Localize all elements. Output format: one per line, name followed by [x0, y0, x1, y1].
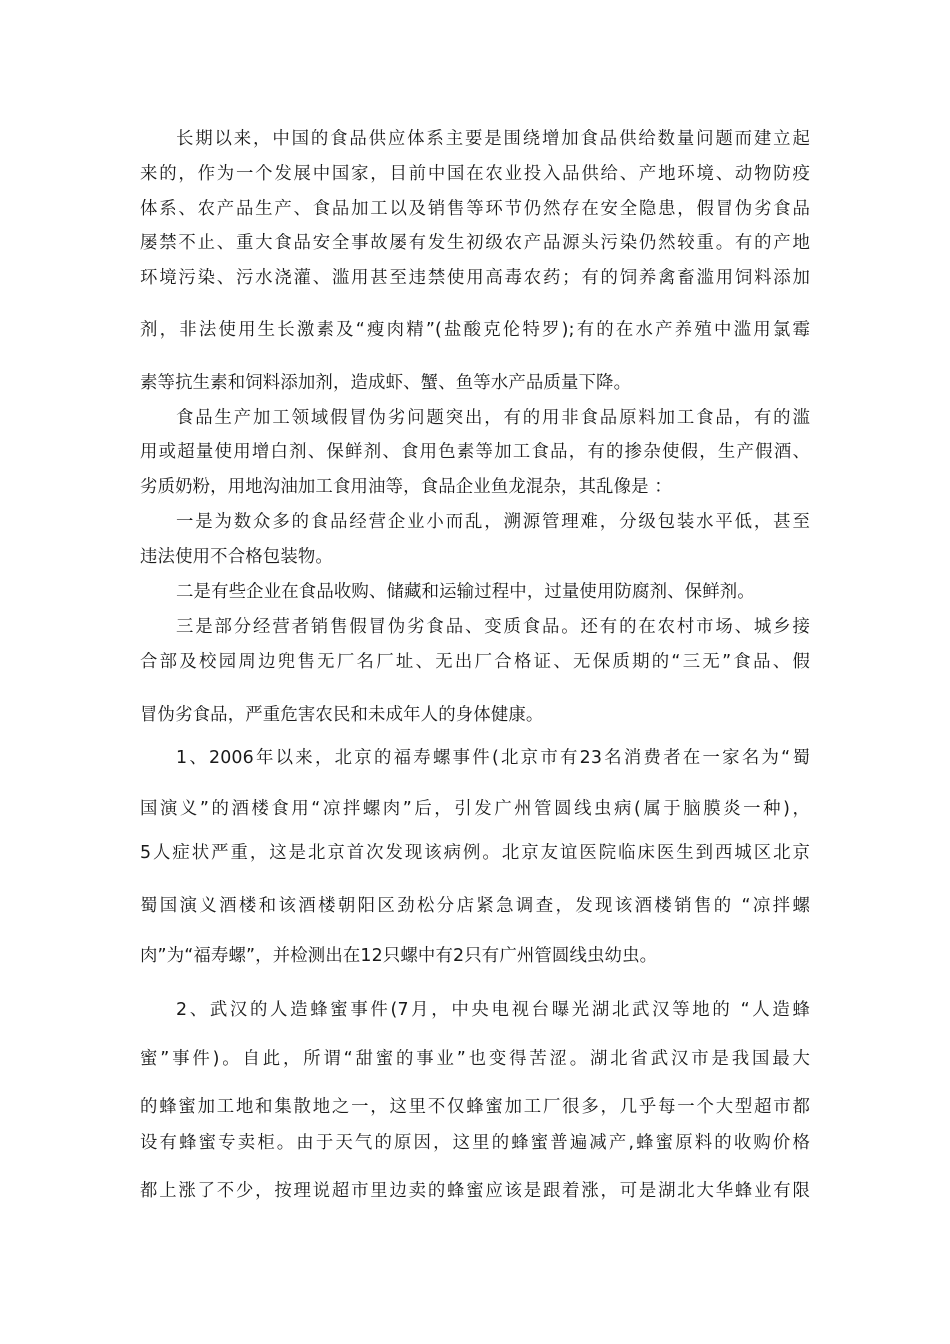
text-line: 冒伪劣食品，严重危害农民和未成年人的身体健康。 — [140, 705, 544, 725]
text-line: 三是部分经营者销售假冒伪劣食品、变质食品。还有的在农村市场、城乡接 — [176, 617, 810, 637]
text-line: 5人症状严重，这是北京首次发现该病例。北京友谊医院临床医生到西城区北京 — [140, 843, 810, 863]
text-line: 用或超量使用增白剂、保鲜剂、食用色素等加工食品，有的掺杂使假，生产假酒、 — [140, 442, 810, 462]
text-line: 素等抗生素和饲料添加剂，造成虾、蟹、鱼等水产品质量下降。 — [140, 373, 632, 393]
text-line: 屡禁不止、重大食品安全事故屡有发生初级农产品源头污染仍然较重。有的产地 — [140, 233, 810, 253]
text-line: 的蜂蜜加工地和集散地之一，这里不仅蜂蜜加工厂很多，几乎每一个大型超市都 — [140, 1097, 810, 1117]
text-line: 蜀国演义酒楼和该酒楼朝阳区劲松分店紧急调查，发现该酒楼销售的 “凉拌螺 — [140, 896, 810, 916]
text-line: 食品生产加工领域假冒伪劣问题突出，有的用非食品原料加工食品，有的滥 — [176, 408, 810, 428]
text-line: 合部及校园周边兜售无厂名厂址、无出厂合格证、无保质期的“三无”食品、假 — [140, 652, 810, 672]
text-line: 2、武汉的人造蜂蜜事件(7月，中央电视台曝光湖北武汉等地的 “人造蜂 — [176, 1000, 810, 1020]
text-line: 蜜”事件)。自此，所谓“甜蜜的事业”也变得苦涩。湖北省武汉市是我国最大 — [140, 1049, 810, 1069]
text-line: 违法使用不合格包装物。 — [140, 547, 333, 567]
text-line: 国演义”的酒楼食用“凉拌螺肉”后，引发广州管圆线虫病(属于脑膜炎一种)， — [140, 799, 810, 819]
text-line: 设有蜂蜜专卖柜。由于天气的原因，这里的蜂蜜普遍减产,蜂蜜原料的收购价格 — [140, 1133, 810, 1153]
text-line: 来的，作为一个发展中国家，目前中国在农业投入品供给、产地环境、动物防疫 — [140, 164, 810, 184]
text-line: 一是为数众多的食品经营企业小而乱，溯源管理难，分级包装水平低，甚至 — [176, 512, 810, 532]
text-line: 1、2006年以来，北京的福寿螺事件(北京市有23名消费者在一家名为“蜀 — [176, 748, 810, 768]
text-line: 长期以来，中国的食品供应体系主要是围绕增加食品供给数量问题而建立起 — [176, 129, 810, 149]
text-line: 环境污染、污水浇灌、滥用甚至违禁使用高毒农药；有的饲养禽畜滥用饲料添加 — [140, 268, 810, 288]
text-line: 二是有些企业在食品收购、储藏和运输过程中，过量使用防腐剂、保鲜剂。 — [176, 582, 755, 602]
text-line: 肉”为“福寿螺”，并检测出在12只螺中有2只有广州管圆线虫幼虫。 — [140, 946, 658, 966]
text-line: 剂，非法使用生长激素及“瘦肉精”(盐酸克伦特罗);有的在水产养殖中滥用氯霉 — [140, 320, 810, 340]
text-line: 都上涨了不少，按理说超市里边卖的蜂蜜应该是跟着涨，可是湖北大华蜂业有限 — [140, 1181, 810, 1201]
text-line: 体系、农产品生产、食品加工以及销售等环节仍然存在安全隐患，假冒伪劣食品 — [140, 199, 810, 219]
text-line: 劣质奶粉，用地沟油加工食用油等，食品企业鱼龙混杂，其乱像是 ： — [140, 477, 672, 497]
